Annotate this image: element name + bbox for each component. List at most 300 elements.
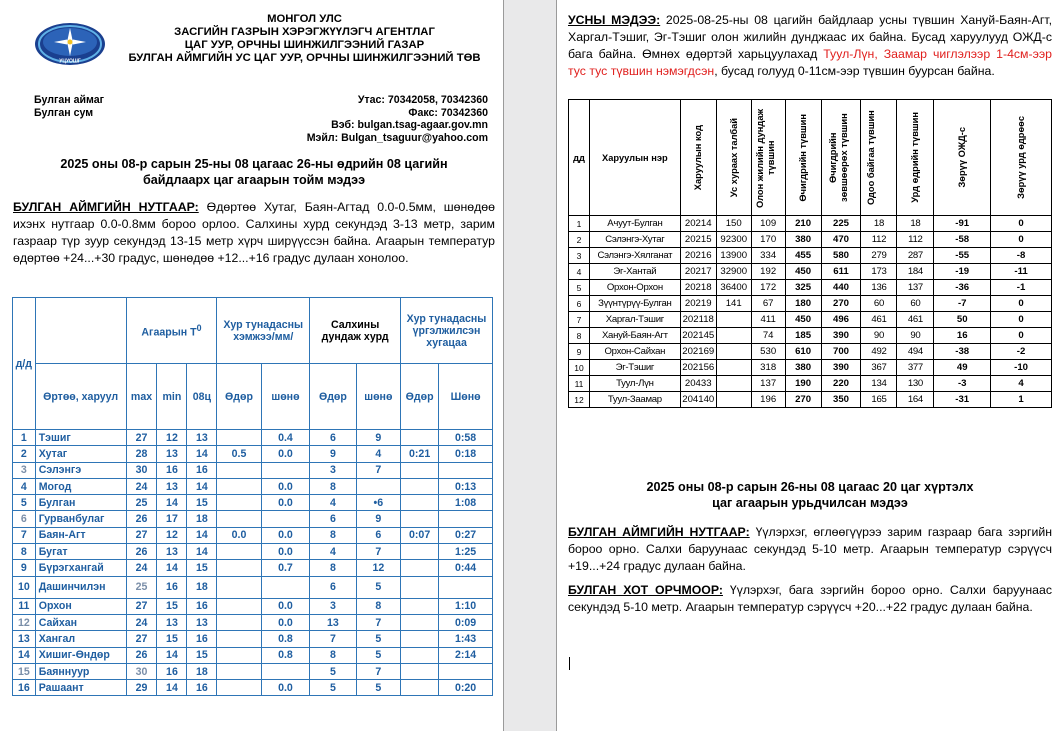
cell-t08: 13 xyxy=(187,614,217,630)
cell-basin: 141 xyxy=(716,296,751,312)
cell-today: 134 xyxy=(861,376,897,392)
cell-d2: 1 xyxy=(991,392,1052,408)
table-row xyxy=(13,478,493,494)
email[interactable]: Мэйл: Bulgan_tsaguur@yahoo.com xyxy=(306,131,488,144)
cell-yest: 325 xyxy=(785,280,821,296)
cell-min: 13 xyxy=(157,446,187,462)
cell-dn: 0:27 xyxy=(439,527,493,543)
cell-name: Хишиг-Өндөр xyxy=(35,647,126,663)
table-row xyxy=(569,360,1052,376)
cell-t08: 14 xyxy=(187,544,217,560)
table-row xyxy=(13,576,493,598)
address-block xyxy=(34,94,104,119)
page-gap xyxy=(503,0,557,731)
cell-n: 10 xyxy=(569,360,590,376)
cell-code: 20217 xyxy=(680,264,716,280)
cell-n: 1 xyxy=(569,216,590,232)
cell-allowed: 225 xyxy=(821,216,861,232)
cell-wn: 7 xyxy=(356,614,400,630)
cell-code: 20215 xyxy=(680,232,716,248)
cell-avg: 530 xyxy=(751,344,785,360)
water-paragraph xyxy=(568,12,1052,80)
cell-n: 5 xyxy=(13,495,36,511)
cell-dd xyxy=(401,680,439,696)
cell-n: 4 xyxy=(13,478,36,494)
cell-d1: -55 xyxy=(934,248,991,264)
cell-prev: 287 xyxy=(897,248,934,264)
forecast-aimag-text: Үүлэрхэг, өглөөгүүрээ зарим газраар бага зэргийн бороо орно. Салхи баруунаас секундэд 5-10 метр. Агаарын температур сэрүүсч +19...+24 градус дулаан байна. xyxy=(568,525,1052,573)
cell-name: Хануй-Баян-Агт xyxy=(589,328,680,344)
cell-max: 25 xyxy=(126,576,157,598)
table-row xyxy=(13,614,493,630)
forecast-title xyxy=(568,479,1052,511)
cell-pd xyxy=(217,598,261,614)
cell-allowed: 700 xyxy=(821,344,861,360)
cell-dd xyxy=(401,495,439,511)
cell-name: Орхон-Орхон xyxy=(589,280,680,296)
review-heading: БУЛГАН АЙМГИЙН НУТГААР: xyxy=(13,200,199,214)
table-row xyxy=(13,598,493,614)
cell-prev: 130 xyxy=(897,376,934,392)
cell-n: 10 xyxy=(13,576,36,598)
cell-wn: 9 xyxy=(356,511,400,527)
col-number-header: д/д xyxy=(13,298,36,430)
cell-code: 20216 xyxy=(680,248,716,264)
cell-n: 11 xyxy=(569,376,590,392)
cell-min: 13 xyxy=(157,614,187,630)
cell-wn: •6 xyxy=(356,495,400,511)
cell-n: 6 xyxy=(13,511,36,527)
forecast-city-paragraph xyxy=(568,582,1052,616)
table-row xyxy=(13,446,493,462)
station-header: Өртөө, харуул xyxy=(35,364,126,430)
cell-t08: 16 xyxy=(187,631,217,647)
cell-d2: 0 xyxy=(991,232,1052,248)
cell-dn: 1:25 xyxy=(439,544,493,560)
cell-yest: 190 xyxy=(785,376,821,392)
cell-code: 204140 xyxy=(680,392,716,408)
review-text: Өдөртөө Хутаг, Баян-Агтад 0.0-0.5мм, шөнөдөө ихэнх нутгаар 0.0-0.8мм бороо орлоо. Салхины хурд секундэд 3-13 метр, зарим газраар түр зуур секундэд 13-15 метр хүрч ширүүссэн байна. Агаарын температур өдөртөө +24...+30 градус, шөнөдөө +12...+16 градус дулаан хонолоо. xyxy=(13,200,495,265)
cell-avg: 109 xyxy=(751,216,785,232)
cell-pd xyxy=(217,511,261,527)
cell-pn: 0.0 xyxy=(261,680,310,696)
cell-dn xyxy=(439,511,493,527)
cell-code: 202118 xyxy=(680,312,716,328)
cell-today: 492 xyxy=(861,344,897,360)
cell-dd xyxy=(401,647,439,663)
cell-prev: 137 xyxy=(897,280,934,296)
cell-n: 5 xyxy=(569,280,590,296)
cell-min: 14 xyxy=(157,560,187,576)
cell-code: 20214 xyxy=(680,216,716,232)
cell-t08: 18 xyxy=(187,663,217,679)
cell-today: 461 xyxy=(861,312,897,328)
cell-yest: 380 xyxy=(785,360,821,376)
cell-name: Гурванбулаг xyxy=(35,511,126,527)
river-table xyxy=(568,99,1052,408)
cell-today: 112 xyxy=(861,232,897,248)
cell-t08: 13 xyxy=(187,430,217,446)
cell-basin xyxy=(716,376,751,392)
cell-yest: 450 xyxy=(785,312,821,328)
cell-t08: 18 xyxy=(187,511,217,527)
rt-today-header: Одоо байгаа түвшин xyxy=(865,110,876,205)
cell-max: 27 xyxy=(126,527,157,543)
forecast-aimag-heading: БУЛГАН АЙМГИЙН НУТГААР: xyxy=(568,525,750,539)
cell-name: Сэлэнгэ xyxy=(35,462,126,478)
cell-n: 8 xyxy=(13,544,36,560)
cell-yest: 185 xyxy=(785,328,821,344)
table-row xyxy=(569,248,1052,264)
cell-dd: 0:07 xyxy=(401,527,439,543)
cell-n: 3 xyxy=(569,248,590,264)
table-row xyxy=(13,527,493,543)
cell-wd: 13 xyxy=(310,614,356,630)
cell-t08: 14 xyxy=(187,446,217,462)
cell-allowed: 350 xyxy=(821,392,861,408)
cell-allowed: 440 xyxy=(821,280,861,296)
cell-today: 18 xyxy=(861,216,897,232)
table-row xyxy=(13,462,493,478)
cell-wd: 8 xyxy=(310,478,356,494)
cell-prev: 112 xyxy=(897,232,934,248)
cell-d2: -8 xyxy=(991,248,1052,264)
cell-dn xyxy=(439,462,493,478)
cell-n: 9 xyxy=(569,344,590,360)
cell-d2: -1 xyxy=(991,280,1052,296)
cell-pd xyxy=(217,462,261,478)
table-row xyxy=(569,328,1052,344)
rt-name-header: Харуулын нэр xyxy=(589,100,680,216)
cell-t08: 14 xyxy=(187,527,217,543)
cell-allowed: 580 xyxy=(821,248,861,264)
cell-d1: -19 xyxy=(934,264,991,280)
cell-prev: 90 xyxy=(897,328,934,344)
cell-d1: -7 xyxy=(934,296,991,312)
cell-name: Хутаг xyxy=(35,446,126,462)
precip-header: Хур тунадасны хэмжээ/мм/ xyxy=(217,298,310,364)
cell-pd xyxy=(217,430,261,446)
cell-d2: 0 xyxy=(991,216,1052,232)
cell-yest: 270 xyxy=(785,392,821,408)
table-row xyxy=(569,344,1052,360)
cell-name: Сайхан xyxy=(35,614,126,630)
cell-pn xyxy=(261,576,310,598)
cell-pd xyxy=(217,663,261,679)
cell-d1: -91 xyxy=(934,216,991,232)
cell-min: 14 xyxy=(157,647,187,663)
cell-max: 27 xyxy=(126,631,157,647)
table-row xyxy=(13,511,493,527)
water-text-end: , бусад голууд 0-11см-ээр түвшин буурсан байна. xyxy=(714,64,995,78)
weather-table xyxy=(12,297,493,696)
cell-n: 4 xyxy=(569,264,590,280)
cell-dn: 0:44 xyxy=(439,560,493,576)
cell-d2: 0 xyxy=(991,312,1052,328)
cell-t08: 14 xyxy=(187,478,217,494)
cell-pn: 0.0 xyxy=(261,446,310,462)
website[interactable]: Вэб: bulgan.tsag-agaar.gov.mn xyxy=(331,119,488,131)
cell-d2: -10 xyxy=(991,360,1052,376)
table-row xyxy=(569,280,1052,296)
cell-avg: 170 xyxy=(751,232,785,248)
logo-text: УЦУОШГ xyxy=(59,58,81,65)
cell-min: 16 xyxy=(157,462,187,478)
cell-wd: 8 xyxy=(310,647,356,663)
forecast-city-text: Үүлэрхэг, бага зэргийн бороо орно. Салхи баруунаас секундэд 5-10 метр. Агаарын температур сэрүүсч +20...+22 градус дулаан байна. xyxy=(568,583,1052,614)
forecast-title-line: 2025 оны 08-р сарын 26-ны 08 цагаас 20 цаг хүртэлх xyxy=(646,480,974,494)
cell-allowed: 496 xyxy=(821,312,861,328)
cell-n: 8 xyxy=(569,328,590,344)
cell-t08: 16 xyxy=(187,680,217,696)
cell-d1: -38 xyxy=(934,344,991,360)
cell-dn xyxy=(439,576,493,598)
water-text-highlight: Туул-Лүн, Заамар чиглэлээр 1-4см-ээр тус тус түвшин нэмэгдсэн xyxy=(568,47,1052,78)
cell-basin: 32900 xyxy=(716,264,751,280)
cell-pd xyxy=(217,478,261,494)
cell-d1: -31 xyxy=(934,392,991,408)
report-title xyxy=(20,157,488,188)
cell-avg: 196 xyxy=(751,392,785,408)
cell-name: Бүрэгхангай xyxy=(35,560,126,576)
cell-code: 202145 xyxy=(680,328,716,344)
address-line: Булган аймаг xyxy=(34,94,105,106)
agency-header xyxy=(112,13,497,65)
header-line: ЗАСГИЙН ГАЗРЫН ХЭРЭГЖҮҮЛЭГЧ АГЕНТЛАГ xyxy=(174,26,435,38)
table-row xyxy=(13,495,493,511)
cell-d2: 0 xyxy=(991,296,1052,312)
cell-wn xyxy=(356,478,400,494)
cell-code: 202169 xyxy=(680,344,716,360)
cell-dd xyxy=(401,462,439,478)
cell-pn xyxy=(261,663,310,679)
cell-today: 136 xyxy=(861,280,897,296)
cell-today: 90 xyxy=(861,328,897,344)
cell-min: 17 xyxy=(157,511,187,527)
cell-min: 15 xyxy=(157,598,187,614)
rt-basin-header: Ус хураах талбай xyxy=(728,117,739,198)
table-row xyxy=(569,392,1052,408)
cell-dd xyxy=(401,478,439,494)
cell-wn: 7 xyxy=(356,663,400,679)
cell-yest: 455 xyxy=(785,248,821,264)
cell-wd: 6 xyxy=(310,511,356,527)
cell-pd xyxy=(217,544,261,560)
cell-name: Орхон-Сайхан xyxy=(589,344,680,360)
cell-pd xyxy=(217,560,261,576)
cell-dd xyxy=(401,576,439,598)
cell-avg: 318 xyxy=(751,360,785,376)
cell-n: 3 xyxy=(13,462,36,478)
text-cursor[interactable] xyxy=(569,657,570,670)
header-line: БУЛГАН АЙМГИЙН УС ЦАГ УУР, ОРЧНЫ ШИНЖИЛГЭЭНИЙ ТӨВ xyxy=(128,52,481,64)
cell-code: 20433 xyxy=(680,376,716,392)
cell-pn: 0.4 xyxy=(261,430,310,446)
table-row xyxy=(569,232,1052,248)
review-paragraph xyxy=(13,199,495,267)
cell-name: Хангал xyxy=(35,631,126,647)
cell-min: 13 xyxy=(157,478,187,494)
cell-n: 15 xyxy=(13,663,36,679)
cell-today: 165 xyxy=(861,392,897,408)
cell-basin: 36400 xyxy=(716,280,751,296)
cell-wd: 9 xyxy=(310,446,356,462)
cell-wd: 6 xyxy=(310,576,356,598)
cell-wd: 5 xyxy=(310,663,356,679)
cell-allowed: 390 xyxy=(821,328,861,344)
cell-yest: 210 xyxy=(785,216,821,232)
cell-basin: 92300 xyxy=(716,232,751,248)
cell-n: 6 xyxy=(569,296,590,312)
cell-name: Ачуут-Булган xyxy=(589,216,680,232)
cell-dn: 0:09 xyxy=(439,614,493,630)
cell-allowed: 270 xyxy=(821,296,861,312)
cell-pn xyxy=(261,462,310,478)
cell-pn: 0.0 xyxy=(261,598,310,614)
cell-min: 15 xyxy=(157,631,187,647)
cell-n: 7 xyxy=(13,527,36,543)
cell-pd: 0.0 xyxy=(217,527,261,543)
cell-dd xyxy=(401,511,439,527)
cell-n: 11 xyxy=(13,598,36,614)
cell-name: Тэшиг xyxy=(35,430,126,446)
cell-prev: 461 xyxy=(897,312,934,328)
cell-min: 12 xyxy=(157,430,187,446)
cell-avg: 334 xyxy=(751,248,785,264)
wind-night-header: шөнө xyxy=(356,364,400,430)
cell-name: Баяннуур xyxy=(35,663,126,679)
cell-n: 9 xyxy=(13,560,36,576)
cell-name: Сэлэнгэ-Хутаг xyxy=(589,232,680,248)
cell-t08: 16 xyxy=(187,598,217,614)
cell-dd xyxy=(401,544,439,560)
cell-max: 29 xyxy=(126,680,157,696)
cell-max: 26 xyxy=(126,647,157,663)
forecast-city-heading: БУЛГАН ХОТ ОРЧМООР: xyxy=(568,583,723,597)
cell-prev: 377 xyxy=(897,360,934,376)
cell-pd xyxy=(217,576,261,598)
phone: Утас: 70342058, 70342360 xyxy=(357,94,488,106)
table-row xyxy=(569,264,1052,280)
cell-dd xyxy=(401,631,439,647)
cell-avg: 172 xyxy=(751,280,785,296)
cell-avg: 411 xyxy=(751,312,785,328)
cell-allowed: 611 xyxy=(821,264,861,280)
cell-n: 1 xyxy=(13,430,36,446)
precip-night-header: шөнө xyxy=(261,364,310,430)
cell-name: Баян-Агт xyxy=(35,527,126,543)
rt-diff-prev-header: Зөрүү урд өдрөөс xyxy=(1016,116,1027,199)
cell-basin xyxy=(716,360,751,376)
cell-n: 2 xyxy=(13,446,36,462)
cell-code: 20219 xyxy=(680,296,716,312)
cell-wd: 4 xyxy=(310,495,356,511)
forecast-aimag-paragraph xyxy=(568,524,1052,575)
cell-t08: 15 xyxy=(187,495,217,511)
cell-n: 13 xyxy=(13,631,36,647)
cell-dn xyxy=(439,663,493,679)
cell-prev: 18 xyxy=(897,216,934,232)
cell-n: 16 xyxy=(13,680,36,696)
water-heading: УСНЫ МЭДЭЭ: xyxy=(568,13,661,27)
cell-name: Эг-Тэшиг xyxy=(589,360,680,376)
table-row xyxy=(569,376,1052,392)
cell-min: 12 xyxy=(157,527,187,543)
table-row xyxy=(13,544,493,560)
cell-today: 173 xyxy=(861,264,897,280)
cell-prev: 184 xyxy=(897,264,934,280)
cell-avg: 137 xyxy=(751,376,785,392)
agency-logo-icon xyxy=(34,22,106,66)
cell-wd: 3 xyxy=(310,598,356,614)
cell-dn: 2:14 xyxy=(439,647,493,663)
rt-avg-header: Олон жилийн дундаж түвшин xyxy=(755,107,777,208)
cell-yest: 610 xyxy=(785,344,821,360)
max-header: max xyxy=(126,364,157,430)
cell-name: Могод xyxy=(35,478,126,494)
cell-d1: -36 xyxy=(934,280,991,296)
cell-n: 2 xyxy=(569,232,590,248)
cell-d2: -2 xyxy=(991,344,1052,360)
cell-allowed: 470 xyxy=(821,232,861,248)
cell-yest: 380 xyxy=(785,232,821,248)
cell-max: 27 xyxy=(126,430,157,446)
cell-avg: 67 xyxy=(751,296,785,312)
cell-n: 12 xyxy=(569,392,590,408)
rt-num-header: дд xyxy=(569,100,590,216)
table-row xyxy=(569,216,1052,232)
cell-pn: 0.8 xyxy=(261,647,310,663)
cell-min: 14 xyxy=(157,495,187,511)
cell-name: Харгал-Тэшиг xyxy=(589,312,680,328)
cell-pn: 0.0 xyxy=(261,478,310,494)
air-temp-header: Агаарын $Т^0$ xyxy=(126,298,217,364)
cell-pd xyxy=(217,614,261,630)
cell-dn: 1:08 xyxy=(439,495,493,511)
water-text: 2025-08-25-ны 08 цагийн байдлаар усны түвшин Хануй-Баян-Агт, Харгал-Тэшиг, Эг-Тэшиг олон жилийн дунджаас их байна. Бусад харуулууд ОЖД-с бага байна. Өмнөх өдөртэй харьцуулахад xyxy=(568,13,1052,61)
cell-name: Орхон xyxy=(35,598,126,614)
cell-dn: 0:58 xyxy=(439,430,493,446)
cell-wd: 3 xyxy=(310,462,356,478)
cell-t08: 18 xyxy=(187,576,217,598)
cell-wn: 9 xyxy=(356,430,400,446)
cell-max: 30 xyxy=(126,663,157,679)
rt-yesterday-header: Өчигдрийн түвшин xyxy=(798,113,809,202)
cell-prev: 164 xyxy=(897,392,934,408)
cell-d1: -58 xyxy=(934,232,991,248)
cell-pn: 0.0 xyxy=(261,614,310,630)
header-line: ЦАГ УУР, ОРЧНЫ ШИНЖИЛГЭЭНИЙ ГАЗАР xyxy=(184,39,425,51)
cell-allowed: 220 xyxy=(821,376,861,392)
cell-yest: 180 xyxy=(785,296,821,312)
cell-today: 60 xyxy=(861,296,897,312)
wind-header: Салхины дундаж хурд xyxy=(310,298,401,364)
cell-name: Рашаант xyxy=(35,680,126,696)
precip-duration-header: Хур тунадасны үргэлжилсэн хугацаа xyxy=(401,298,493,364)
table-row xyxy=(13,560,493,576)
wind-day-header: Өдөр xyxy=(310,364,356,430)
cell-dd xyxy=(401,614,439,630)
cell-max: 26 xyxy=(126,544,157,560)
cell-wd: 8 xyxy=(310,527,356,543)
forecast-title-line: цаг агаарын урьдчилсан мэдээ xyxy=(712,496,908,510)
cell-max: 27 xyxy=(126,598,157,614)
rt-code-header: Харуулын код xyxy=(693,124,704,191)
cell-dn: 0:13 xyxy=(439,478,493,494)
cell-basin xyxy=(716,312,751,328)
dur-day-header: Өдөр xyxy=(401,364,439,430)
document-page-left xyxy=(0,0,503,731)
